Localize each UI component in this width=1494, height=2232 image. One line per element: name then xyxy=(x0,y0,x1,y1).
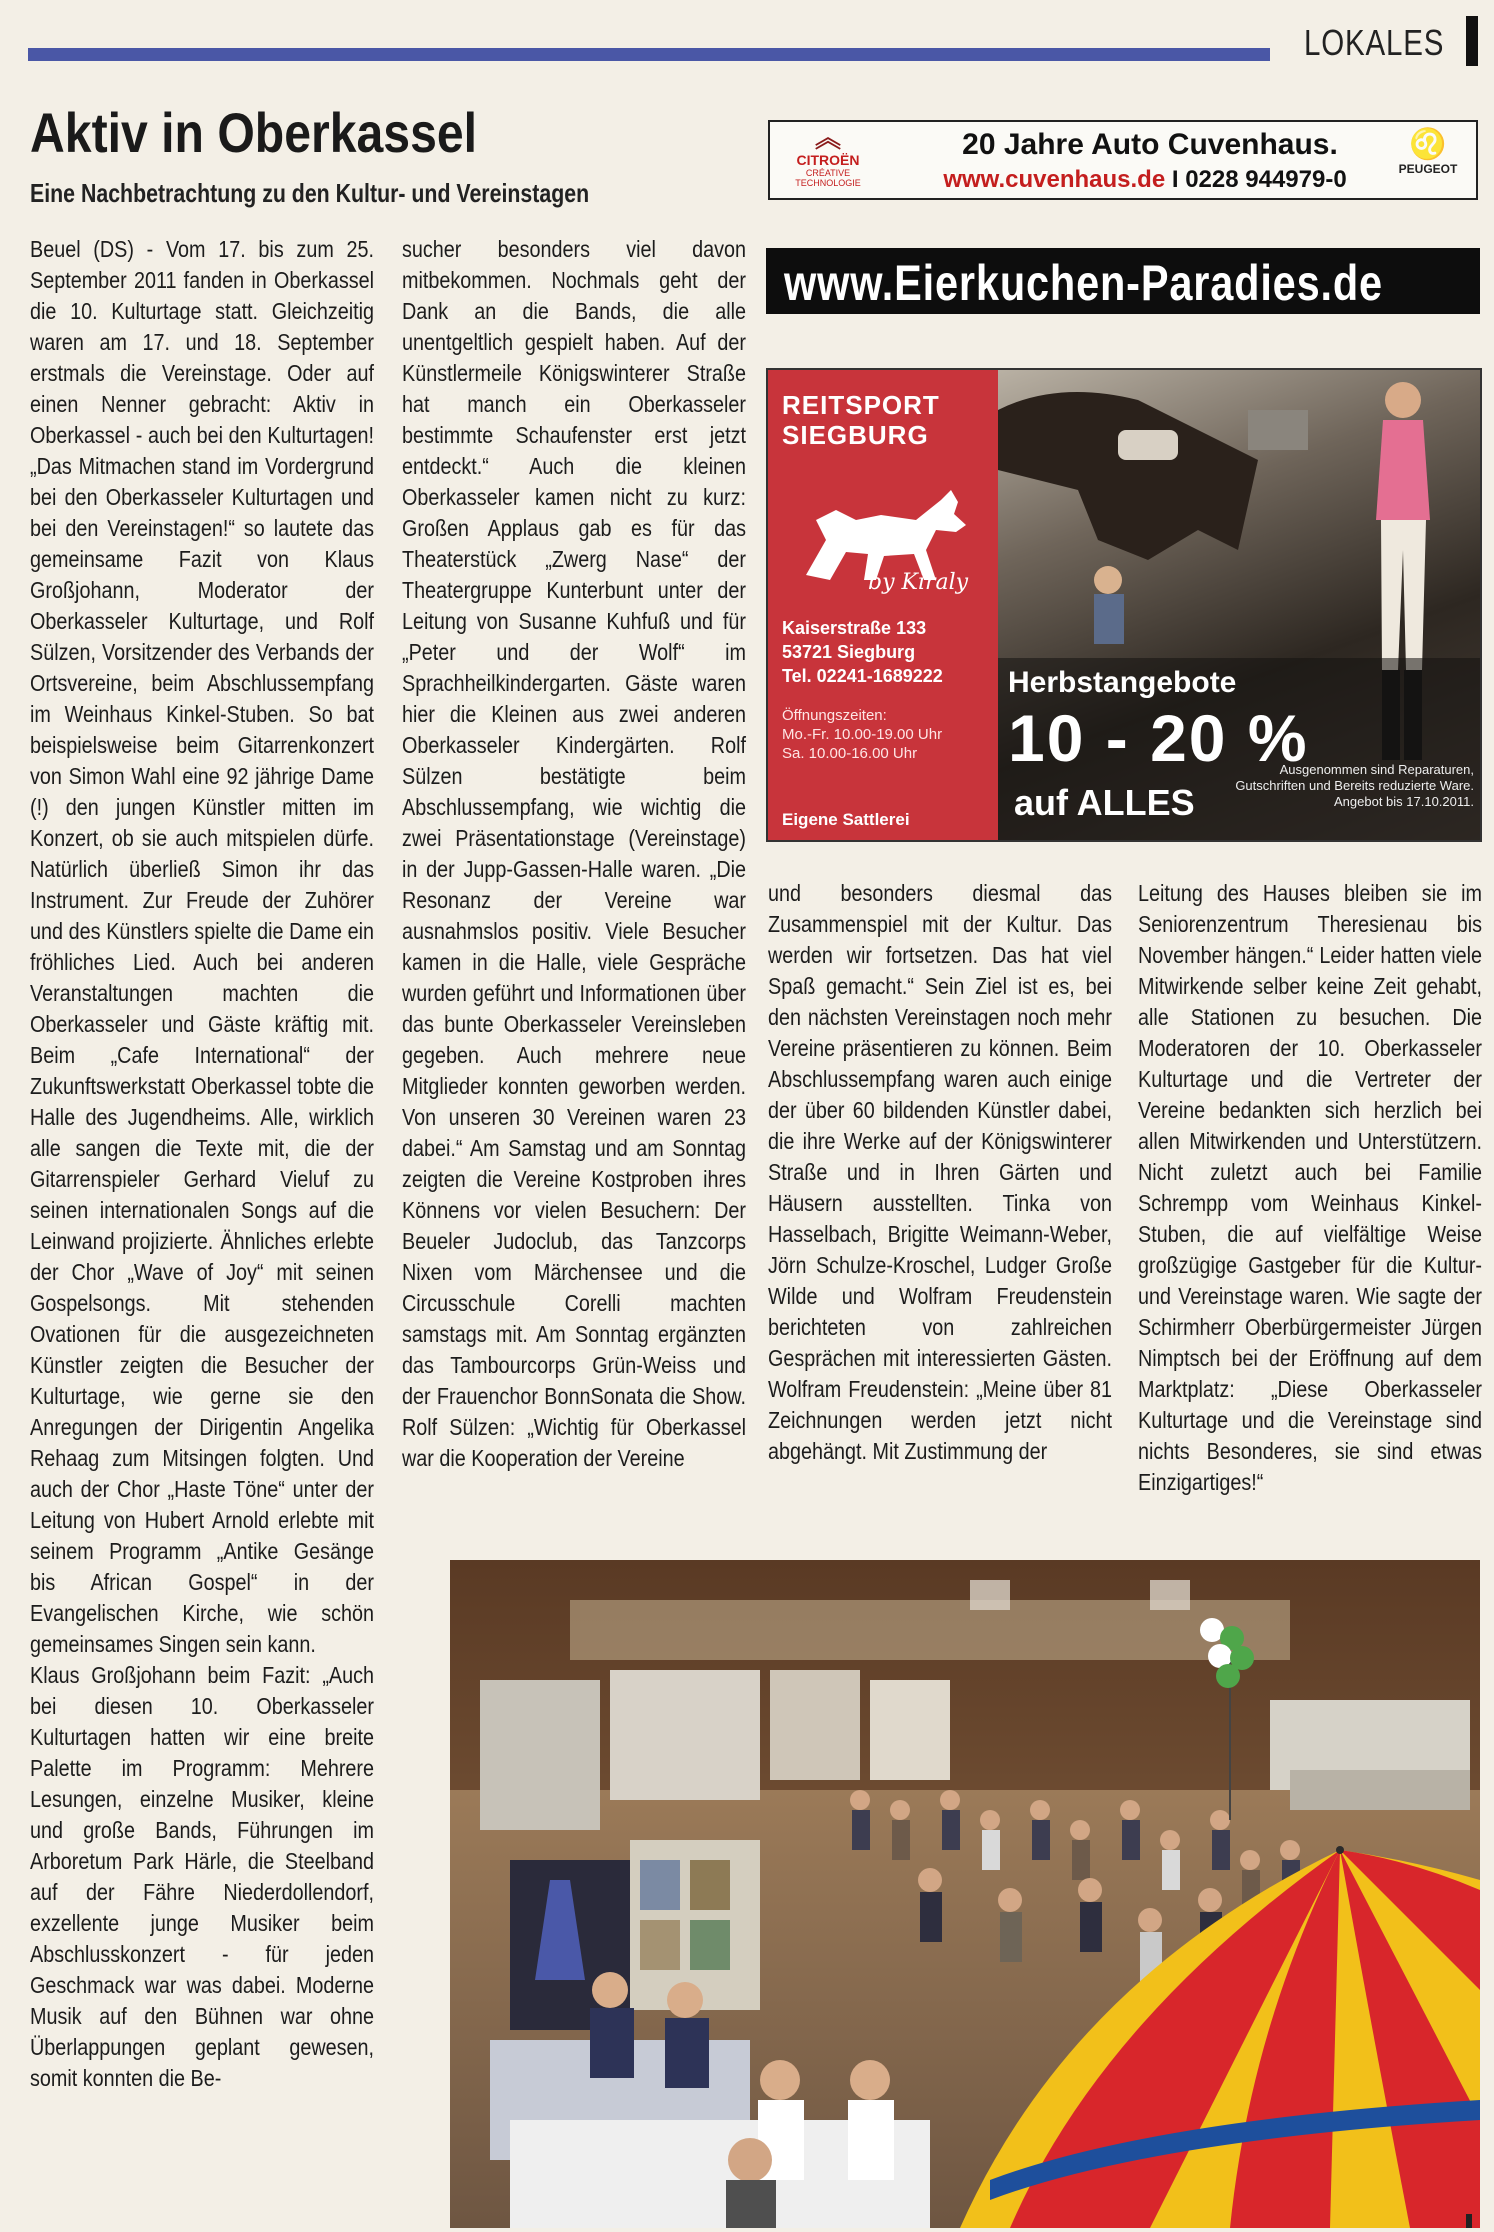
column-3-paragraph: und besonders diesmal das Zusammenspiel mit der Kultur. Das werden wir fortsetzen. Das hat viel Spaß gemacht.“ Sein Ziel ist es, bei den nächsten Vereinstagen noch mehr Vereine präsentieren zu können. Beim Abschlussempfang waren auch einige der über 60 bildenden Künstler dabei, die ihre Werke auf der Königswinterer Straße und in Ihren Gärten und Häusern ausstellten. Tinka von Hasselbach, Brigitte Weimann-Weber, Jörn Schulze-Kroschel, Ludger Große Wilde und Wolfram Freudenstein berichteten von zahlreichen Gesprächen mit interessierten Gästen. Wolfram Freudenstein: „Meine über 81 Zeichnungen werden jetzt nicht abgehängt. Mit Zustimmung der xyxy=(768,880,1112,1464)
header-rule xyxy=(28,48,1270,61)
citroen-tagline: CRÉATIVE TECHNOLOGIE xyxy=(795,168,861,188)
article-column-1 xyxy=(30,234,374,2094)
ad-reitsport-hours xyxy=(782,706,942,763)
ad-reitsport-sattlerei: Eigene Sattlerei xyxy=(782,810,910,829)
ad-reitsport-offer-percent: 10 - 20 % xyxy=(1008,701,1309,775)
ad-cuvenhaus-phone: 0228 944979-0 xyxy=(1185,166,1347,193)
article-column-2 xyxy=(402,234,746,1474)
column-4-paragraph: Leitung des Hauses bleiben sie im Seniorenzentrum Theresienau bis November hängen.“ Leider hatten viele Mitwirkende selber keine Zeit gehabt, alle Stationen zu besuchen. Die Moderatoren der 10. Oberkasseler Kulturtage und die Vertreter der Vereine bedankten sich herzlich bei allen Mitwirkenden und Unterstützern. Nicht zuletzt auch bei Familie Schrempp vom Weinhaus Kinkel-Stuben, die auf vielfältige Weise großzügige Gastgeber für die Kultur- und Vereinstage waren. Wie sagte der Schirmherr Oberbürgermeister Jürgen Nimptsch bei der Eröffnung auf dem Marktplatz: „Diese Oberkasseler Kulturtage und die Vereinstage sind nichts Besonderes, sie sind etwas Einzigartiges!“ xyxy=(1138,880,1482,1495)
column-2-paragraph: sucher besonders viel davon mitbekommen. Nochmals geht der Dank an die Bands, die alle unentgeltlich gespielt haben. Auf der Künstlermeile Königswinterer Straße hat manch ein Oberkasseler bestimmte Schaufenster erst jetzt entdeckt.“ Auch die kleinen Oberkasseler kamen nicht zu kurz: Großen Applaus gab es für das Theaterstück „Zwerg Nase“ der Theatergruppe Kunterbunt unter der Leitung von Susanne Kuhfuß und für „Peter und der Wolf“ im Sprachheilkindergarten. Gäste waren hier die Kleinen aus zwei anderen Oberkasseler Kindergärten. Rolf Sülzen bestätigte beim Abschlussempfang, wie wichtig die zwei Präsentationstage (Vereinstage) in der Jupp-Gassen-Halle waren. „Die Resonanz der Vereine war ausnahmslos positiv. Viele Besucher kamen in die Halle, viele Gespräche wurden geführt und Informationen über das bunte Oberkasseler Vereinsleben gegeben. Auch mehrere neue Mitglieder konnten geworben werden. Von unseren 30 Vereinen waren 23 dabei.“ Am Samstag und am Sonntag zeigten die Vereine Kostproben ihres Könnens vor vielen Besuchern: Der Beueler Judoclub, das Tanzcorps Nixen vom Märchensee und die Circusschule Corelli machten samstags mit. Am Sonntag ergänzten das Tambourcorps Grün-Weiss und der Frauenchor BonnSonata die Show. Rolf Sülzen: „Wichtig für Oberkassel war die Kooperation der Vereine xyxy=(402,236,746,1471)
article-title: Aktiv in Oberkassel xyxy=(30,101,478,164)
event-photo xyxy=(450,1560,1480,2228)
ad-cuvenhaus-url: www.cuvenhaus.de xyxy=(943,166,1166,193)
ad-reitsport-city: 53721 Siegburg xyxy=(782,642,916,662)
section-label: LOKALES xyxy=(1304,22,1445,63)
ad-reitsport-offer-note: Ausgenommen sind Reparaturen, Gutschriften und Bereits reduzierte Ware. Angebot bis 17.10.2011. xyxy=(1235,762,1474,809)
ad-reitsport-hours-saturday: Sa. 10.00-16.00 Uhr xyxy=(782,745,918,762)
column-1-paragraph-1: Beuel (DS) - Vom 17. bis zum 25. September 2011 fanden in Oberkassel die 10. Kulturtage statt. Gleichzeitig waren am 17. und 18. September erstmals die Vereinstage. Oder auf einen Nenner gebracht: Aktiv in Oberkassel - auch bei den Kulturtagen! „Das Mitmachen stand im Vordergrund bei den Oberkasseler Kulturtagen und bei den Vereinstagen!“ so lautete das gemeinsame Fazit von Klaus Großjohann, Moderator der Oberkasseler Kulturtage, und Rolf Sülzen, Vorsitzender des Verbands der Ortsvereine, beim Abschlussempfang im Weinhaus Kinkel-Stuben. So bat beispielsweise beim Gitarrenkonzert von Simon Wahl eine 92 jährige Dame (!) den jungen Künstler mitten im Konzert, ob sie auch mitspielen dürfe. Natürlich überließ Simon ihr das Instrument. Zur Freude der Zuhörer und des Künstlers spielte die Dame ein fröhliches Lied. Auch bei anderen Veranstaltungen machten die Oberkasseler und Gäste kräftig mit. Beim „Cafe International“ der Zukunftswerkstatt Oberkassel tobte die Halle des Jugendheims. Alle, wirklich alle sangen die Texte mit, die der Gitarrenspieler Gerhard Vieluf zu seinen internationalen Songs auf die Leinwand projizierte. Ähnliches erlebte der Chor „Wave of Joy“ mit seinen Gospelsongs. Mit stehenden Ovationen für die ausgezeichneten Künstler zeigten die Besucher der Kulturtage, wie gerne sie den Anregungen der Dirigentin Angelika Rehaag zum Mitsingen folgten. Und auch der Chor „Haste Töne“ unter der Leitung von Hubert Arnold erlebte mit seinem Programm „Antike Gesänge bis African Gospel“ in der Evangelischen Kirche, wie schön gemeinsames Singen sein kann. xyxy=(30,236,374,1657)
article-column-4 xyxy=(1138,878,1482,1498)
article-column-3 xyxy=(768,878,1112,1467)
ad-cuvenhaus-headline: 20 Jahre Auto Cuvenhaus. xyxy=(962,128,1338,161)
ad-reitsport-phone: Tel. 02241-1689222 xyxy=(782,666,943,686)
ad-reitsport-brand-line1: REITSPORT xyxy=(782,390,940,420)
citroen-logo xyxy=(780,123,876,192)
peugeot-logo xyxy=(1388,128,1468,176)
ad-reitsport-offer-suffix: auf ALLES xyxy=(1014,782,1195,823)
ad-reitsport-brand-line2: SIEGBURG xyxy=(782,420,929,450)
ad-reitsport-street: Kaiserstraße 133 xyxy=(782,618,927,638)
ad-reitsport-address xyxy=(782,616,943,688)
ad-reitsport-offer-title: Herbstangebote xyxy=(1008,666,1237,699)
event-photo-scene xyxy=(450,1560,1480,2228)
page-corner-mark xyxy=(1466,2214,1472,2228)
ad-eierkuchen xyxy=(766,248,1480,314)
article-subtitle: Eine Nachbetrachtung zu den Kultur- und Vereinstagen xyxy=(30,178,590,208)
citroen-chevron-icon: ︽ xyxy=(814,123,841,153)
ad-cuvenhaus-separator: I xyxy=(1171,166,1179,193)
peugeot-lion-icon: ♌ xyxy=(1409,128,1447,161)
ad-reitsport-hours-weekday: Mo.-Fr. 10.00-19.00 Uhr xyxy=(782,726,943,743)
ad-reitsport-hours-title: Öffnungszeiten: xyxy=(782,707,887,724)
ad-cuvenhaus-contact xyxy=(910,166,1380,194)
ad-reitsport-brand xyxy=(782,390,940,450)
ad-reitsport-signature: by Kiraly xyxy=(868,570,969,595)
citroen-brand: CITROËN xyxy=(796,152,860,168)
section-marker xyxy=(1466,16,1478,66)
ad-cuvenhaus xyxy=(768,120,1478,200)
column-1-paragraph-2: Klaus Großjohann beim Fazit: „Auch bei diesen 10. Oberkasseler Kulturtagen hatten wir eine breite Palette im Programm: Mehrere Lesungen, einzelne Musiker, kleine und große Bands, Führungen im Arboretum Park Härle, die Steelband auf der Fähre Niederdollendorf, exzellente junge Musiker beim Abschlusskonzert - für jeden Geschmack war was dabei. Moderne Musik auf den Bühnen war ohne Überlappungen geplant gewesen, somit konnten die Be- xyxy=(30,1662,374,2091)
ad-eierkuchen-url: www.Eierkuchen-Paradies.de xyxy=(784,255,1383,311)
peugeot-brand: PEUGEOT xyxy=(1398,162,1458,176)
ad-reitsport xyxy=(766,368,1482,842)
